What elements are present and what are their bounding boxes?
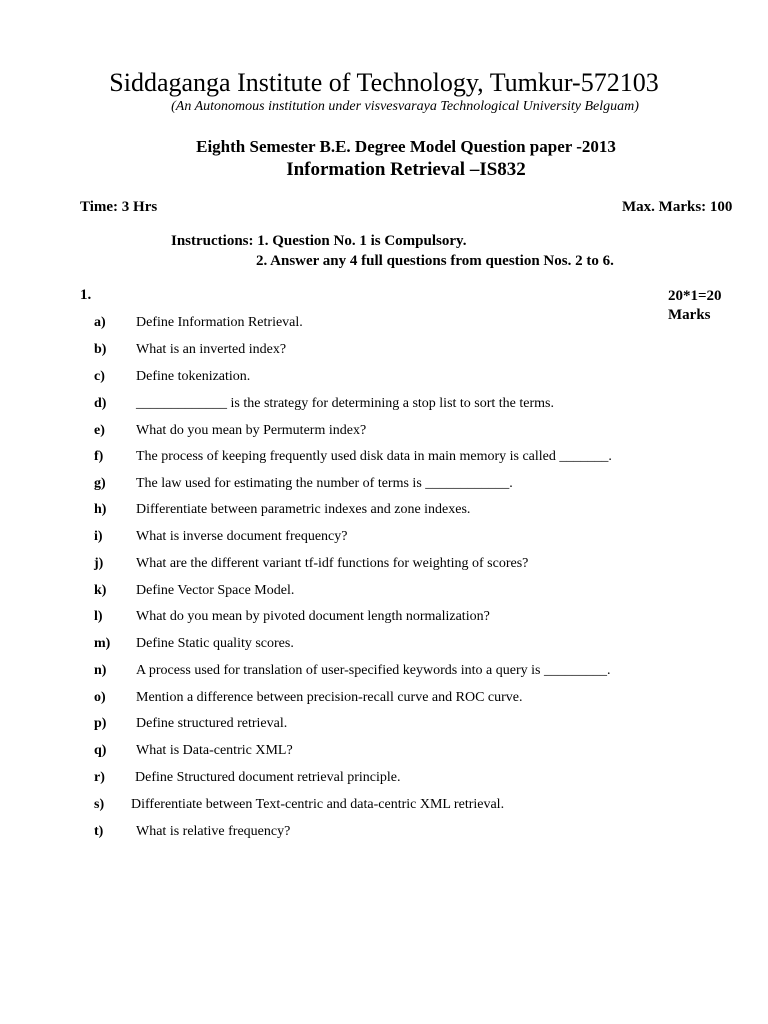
item-label: f) (94, 449, 104, 464)
item-label: c) (94, 369, 105, 384)
item-text: A process used for translation of user-specified keywords into a query is _________. (136, 663, 611, 678)
item-label: l) (94, 609, 103, 624)
instruction-line-2: 2. Answer any 4 full questions from question Nos. 2 to 6. (256, 253, 614, 269)
item-label: t) (94, 824, 104, 839)
item-text: What do you mean by pivoted document length normalization? (136, 609, 490, 624)
item-label: m) (94, 636, 111, 651)
question-number: 1. (80, 287, 92, 303)
item-text: What is an inverted index? (136, 342, 287, 357)
item-text: What is inverse document frequency? (136, 529, 348, 544)
question-marks: 20*1=20 Marks (668, 288, 722, 323)
item-label: s) (94, 797, 105, 812)
item-text: Define Information Retrieval. (136, 315, 303, 330)
item-text: Mention a difference between precision-recall curve and ROC curve. (136, 690, 523, 705)
item-text: What is relative frequency? (136, 824, 291, 839)
item-text: What do you mean by Permuterm index? (136, 423, 367, 438)
item-label: j) (94, 556, 104, 571)
item-text: Define Vector Space Model. (136, 583, 295, 598)
item-label: q) (94, 743, 107, 758)
course-heading: Information Retrieval –IS832 (286, 159, 526, 180)
item-text: Define tokenization. (136, 369, 251, 384)
item-text: The law used for estimating the number of terms is ____________. (136, 476, 513, 491)
instruction-line-1: Instructions: 1. Question No. 1 is Compulsory. (171, 233, 467, 249)
item-label: o) (94, 690, 106, 705)
affiliation-subtitle: (An Autonomous institution under visvesvaraya Technological University Belguam) (171, 99, 639, 114)
item-text: Differentiate between parametric indexes and zone indexes. (136, 502, 471, 517)
exam-heading: Eighth Semester B.E. Degree Model Question paper -2013 (196, 137, 616, 156)
institution-title: Siddaganga Institute of Technology, Tumkur-572103 (109, 68, 659, 97)
item-label: p) (94, 716, 107, 731)
item-text: Define structured retrieval. (136, 716, 288, 731)
item-label: a) (94, 315, 106, 330)
item-label: i) (94, 529, 103, 544)
exam-time: Time: 3 Hrs (80, 199, 158, 215)
item-text: What are the different variant tf-idf functions for weighting of scores? (136, 556, 529, 571)
item-label: k) (94, 583, 107, 598)
max-marks: Max. Marks: 100 (622, 199, 733, 215)
item-label: d) (94, 396, 107, 411)
item-text: Define Static quality scores. (136, 636, 294, 651)
item-text: What is Data-centric XML? (136, 743, 293, 758)
item-label: g) (94, 476, 106, 491)
item-label: b) (94, 342, 107, 357)
item-label: e) (94, 423, 105, 438)
item-label: h) (94, 502, 107, 517)
item-label: r) (94, 770, 105, 785)
item-text: Define Structured document retrieval principle. (135, 770, 401, 785)
item-text: _____________ is the strategy for determining a stop list to sort the terms. (136, 396, 554, 411)
item-text: Differentiate between Text-centric and data-centric XML retrieval. (131, 797, 505, 812)
item-text: The process of keeping frequently used disk data in main memory is called _______. (136, 449, 612, 464)
item-label: n) (94, 663, 107, 678)
